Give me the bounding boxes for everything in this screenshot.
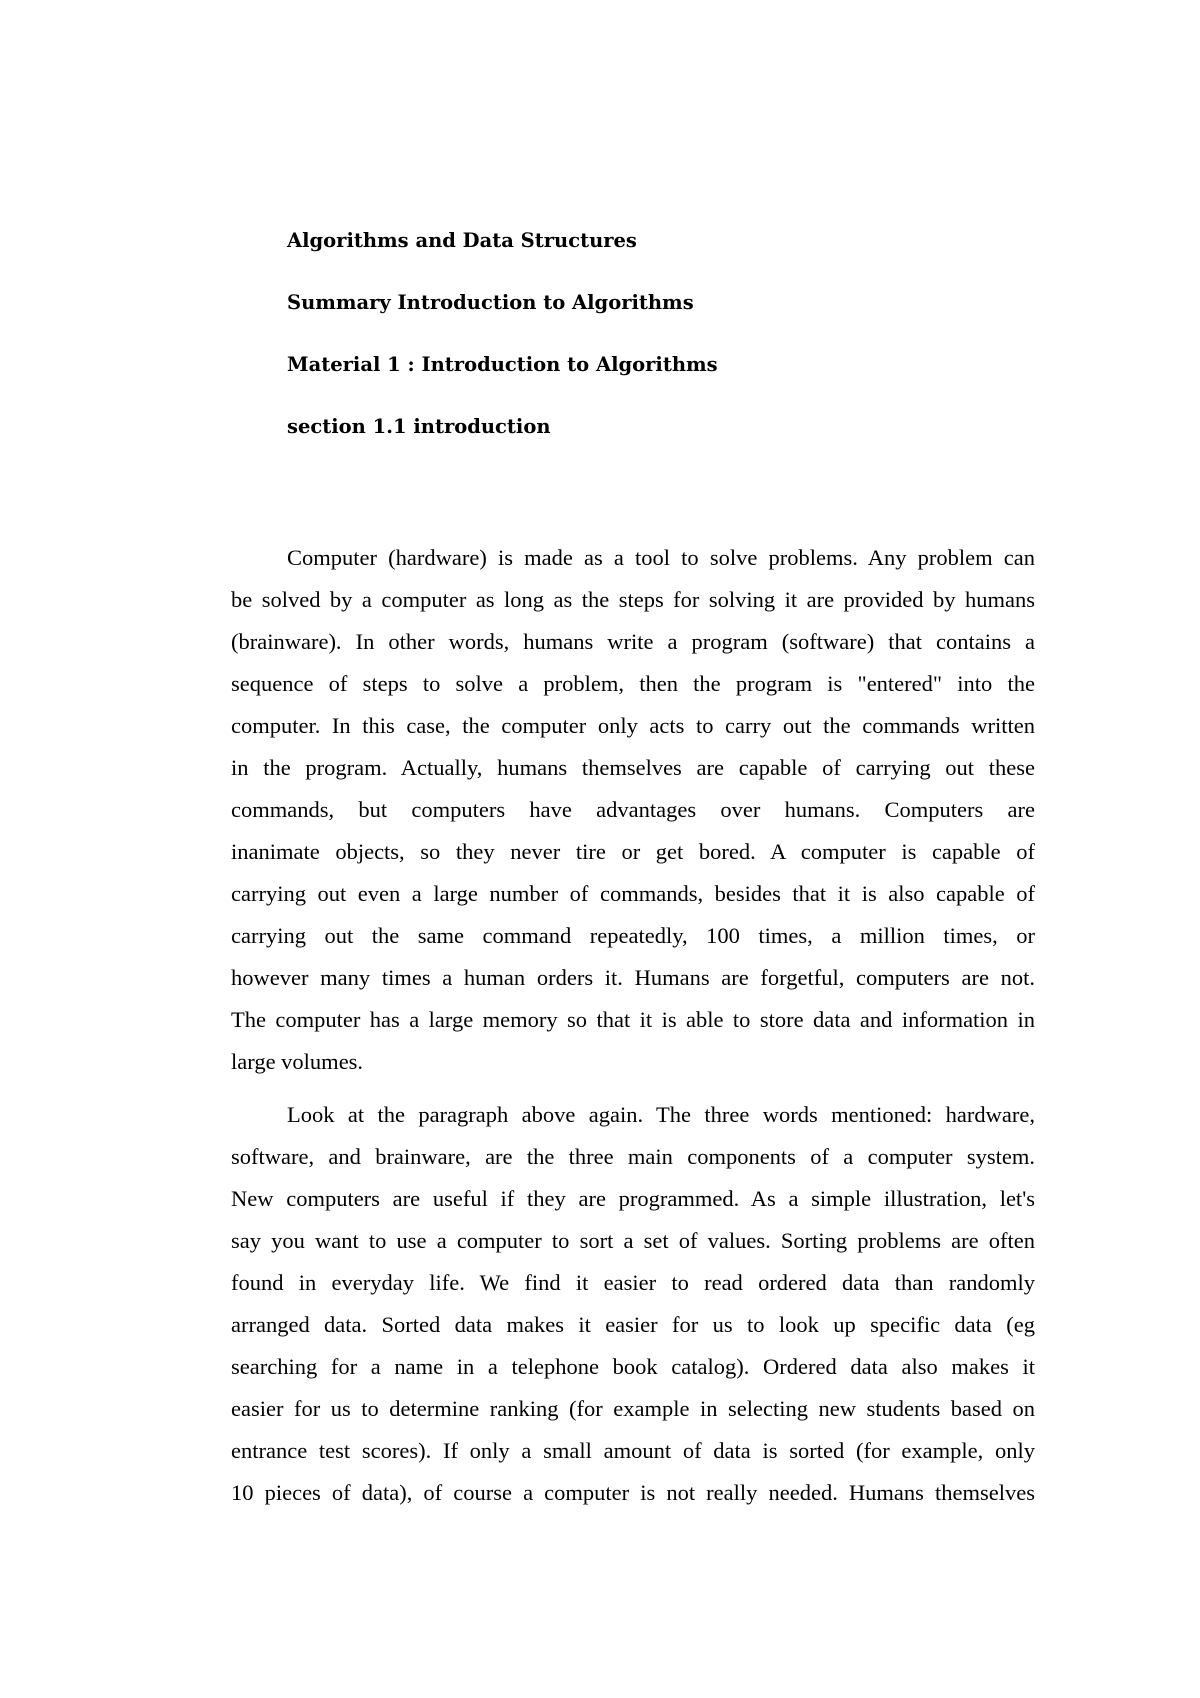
text-line: be solved by a computer as long as the steps for solving it are provided by humans xyxy=(231,587,1035,612)
body-text xyxy=(231,537,1035,1514)
section-heading: section 1.1 introduction xyxy=(287,415,551,438)
text-line: software, and brainware, are the three main components of a computer system. xyxy=(231,1144,1035,1169)
text-line: Computer (hardware) is made as a tool to solve problems. Any problem can xyxy=(287,545,1035,570)
text-line: say you want to use a computer to sort a set of values. Sorting problems are often xyxy=(231,1228,1035,1253)
text-line: easier for us to determine ranking (for example in selecting new students based on xyxy=(231,1396,1035,1421)
text-line: in the program. Actually, humans themselves are capable of carrying out these xyxy=(231,755,1035,780)
text-line: arranged data. Sorted data makes it easier for us to look up specific data (eg xyxy=(231,1312,1035,1337)
text-line: commands, but computers have advantages over humans. Computers are xyxy=(231,797,1035,822)
text-line: computer. In this case, the computer only acts to carry out the commands written xyxy=(231,713,1035,738)
text-line: New computers are useful if they are programmed. As a simple illustration, let's xyxy=(231,1186,1035,1211)
text-line: 10 pieces of data), of course a computer is not really needed. Humans themselves xyxy=(231,1480,1035,1505)
text-line: however many times a human orders it. Humans are forgetful, computers are not. xyxy=(231,965,1035,990)
text-line: (brainware). In other words, humans write a program (software) that contains a xyxy=(231,629,1035,654)
text-line: carrying out the same command repeatedly, 100 times, a million times, or xyxy=(231,923,1035,948)
paragraph xyxy=(231,1094,1035,1514)
paragraph xyxy=(231,537,1035,1083)
text-line: The computer has a large memory so that it is able to store data and information in xyxy=(231,1007,1035,1032)
document-title: Algorithms and Data Structures xyxy=(287,229,637,252)
text-line: found in everyday life. We find it easier to read ordered data than randomly xyxy=(231,1270,1035,1295)
text-line: searching for a name in a telephone book catalog). Ordered data also makes it xyxy=(231,1354,1035,1379)
document-subtitle: Summary Introduction to Algorithms xyxy=(287,291,694,314)
material-heading: Material 1 : Introduction to Algorithms xyxy=(287,353,718,376)
text-line: entrance test scores). If only a small amount of data is sorted (for example, only xyxy=(231,1438,1035,1463)
text-line: large volumes. xyxy=(231,1049,364,1074)
text-line: sequence of steps to solve a problem, then the program is "entered" into the xyxy=(231,671,1035,696)
text-line: carrying out even a large number of commands, besides that it is also capable of xyxy=(231,881,1035,906)
text-line: Look at the paragraph above again. The three words mentioned: hardware, xyxy=(287,1102,1035,1127)
heading-block xyxy=(287,228,1067,476)
text-line: inanimate objects, so they never tire or get bored. A computer is capable of xyxy=(231,839,1035,864)
